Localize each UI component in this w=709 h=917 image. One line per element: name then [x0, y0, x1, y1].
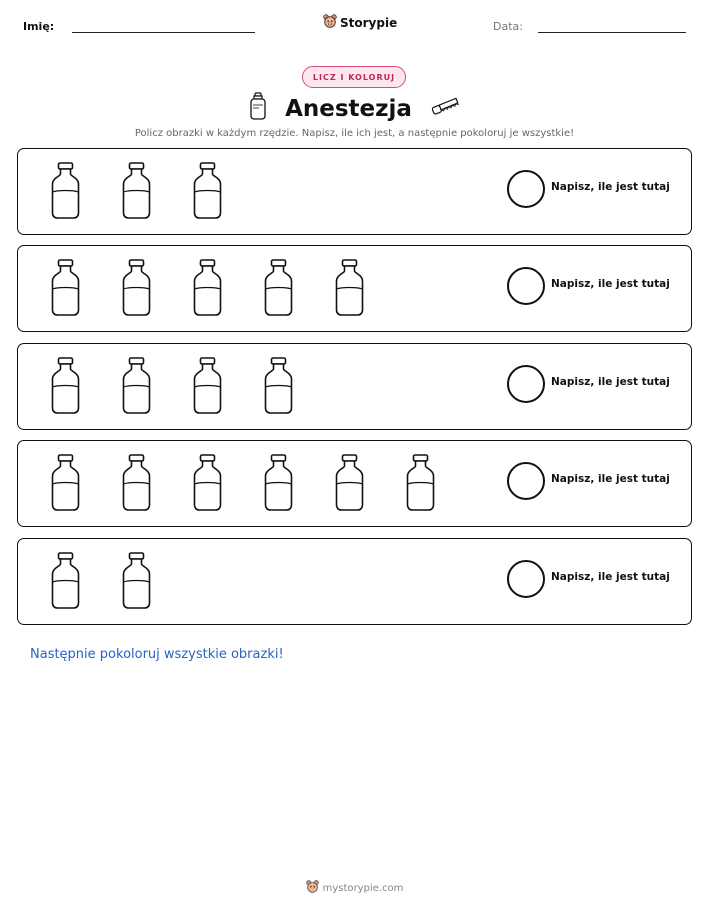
- medicine-bottle-icon[interactable]: [172, 258, 243, 318]
- count-row-1: [17, 148, 692, 235]
- bear-mascot-icon: [323, 14, 337, 31]
- medicine-bottle-icon[interactable]: [30, 161, 101, 221]
- instructions: Policz obrazki w każdym rzędzie. Napisz, ile ich jest, a następnie pokoloruj je wszystkie!: [134, 128, 575, 139]
- date-line[interactable]: [538, 32, 686, 33]
- count-row-2: [17, 245, 692, 332]
- vial-icon: [249, 92, 267, 126]
- activity-badge: LICZ I KOLORUJ: [302, 66, 406, 88]
- closing-instruction: Następnie pokoloruj wszystkie obrazki!: [30, 647, 284, 662]
- medicine-bottle-icon[interactable]: [243, 356, 314, 416]
- medicine-bottle-icon[interactable]: [314, 453, 385, 513]
- medicine-bottle-icon[interactable]: [30, 453, 101, 513]
- medicine-bottle-icon[interactable]: [30, 551, 101, 611]
- count-row-3: [17, 343, 692, 430]
- medicine-bottle-icon[interactable]: [172, 453, 243, 513]
- answer-hint: Napisz, ile jest tutaj: [551, 278, 670, 290]
- count-row-5: [17, 538, 692, 625]
- medicine-bottle-icon[interactable]: [172, 161, 243, 221]
- answer-hint: Napisz, ile jest tutaj: [551, 181, 670, 193]
- medicine-bottle-icon[interactable]: [243, 453, 314, 513]
- medicine-bottle-icon[interactable]: [101, 258, 172, 318]
- answer-hint: Napisz, ile jest tutaj: [551, 473, 670, 485]
- page-title: Anestezja: [285, 96, 412, 122]
- bottle-group: [30, 258, 385, 318]
- medicine-bottle-icon[interactable]: [101, 356, 172, 416]
- medicine-bottle-icon[interactable]: [101, 551, 172, 611]
- saw-icon: [430, 96, 460, 122]
- footer-url[interactable]: mystorypie.com: [322, 882, 404, 894]
- medicine-bottle-icon[interactable]: [101, 161, 172, 221]
- answer-circle[interactable]: [507, 560, 545, 598]
- answer-circle[interactable]: [507, 365, 545, 403]
- bottle-group: [30, 161, 243, 221]
- medicine-bottle-icon[interactable]: [172, 356, 243, 416]
- name-label: Imię:: [23, 20, 55, 33]
- name-line[interactable]: [72, 32, 255, 33]
- bottle-group: [30, 356, 314, 416]
- medicine-bottle-icon[interactable]: [243, 258, 314, 318]
- bear-mascot-icon: [306, 880, 319, 896]
- answer-hint: Napisz, ile jest tutaj: [551, 571, 670, 583]
- bottle-group: [30, 551, 172, 611]
- answer-hint: Napisz, ile jest tutaj: [551, 376, 670, 388]
- footer: [0, 880, 709, 896]
- answer-circle[interactable]: [507, 170, 545, 208]
- medicine-bottle-icon[interactable]: [101, 453, 172, 513]
- medicine-bottle-icon[interactable]: [30, 258, 101, 318]
- bottle-group: [30, 453, 456, 513]
- title-row: [0, 92, 709, 126]
- count-row-4: [17, 440, 692, 527]
- answer-circle[interactable]: [507, 462, 545, 500]
- brand-logo: [323, 14, 397, 31]
- answer-circle[interactable]: [507, 267, 545, 305]
- medicine-bottle-icon[interactable]: [385, 453, 456, 513]
- brand-name: Storypie: [340, 15, 398, 30]
- date-label: Data:: [493, 20, 523, 33]
- medicine-bottle-icon[interactable]: [314, 258, 385, 318]
- medicine-bottle-icon[interactable]: [30, 356, 101, 416]
